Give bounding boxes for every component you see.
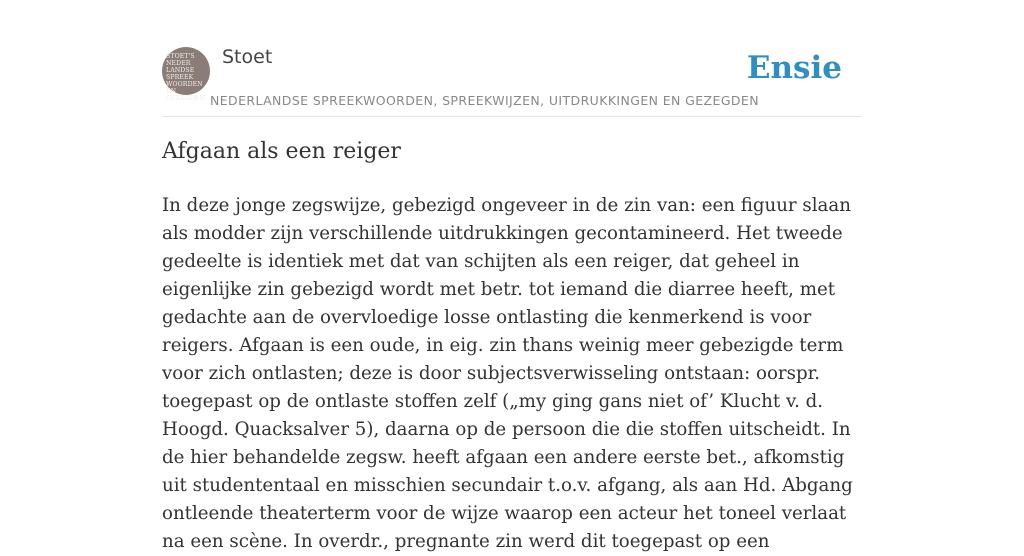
article-body: In deze jonge zegswijze, gebezigd ongeveer in de zin van: een figuur slaan als modder zijn verschillende uitdrukkingen gecontamineerd. Het tweede gedeelte is identiek met dat van schijten als een reiger, dat geheel in eigenlijke zin gebezigd wordt met betr. tot iemand die diarree heeft, met gedachte aan de overvloedige losse ontlasting die kenmerkend is voor reigers. Afgaan is een oude, in eig. zin thans weinig meer gebezigde term voor zich ontlasten; deze is door subjectsverwisseling ontstaan: oorspr. toegepast op de ontlaste stoffen zelf („my ging gans niet of’ Klucht v. d. Hoogd. Quacksalver 5), daarna op de persoon die die stoffen uitscheidt. In de hier behandelde zegsw. heeft afgaan een andere eerste bet., afkomstig uit studententaal en misschien secundair t.o.v. afgang, als aan Hd. Abgang ontleende theaterterm voor de wijze waarop een acteur het toneel verlaat na een scène. In overdr., pregnante zin werd dit toegepast op een [162, 195, 853, 552]
author-avatar[interactable] [162, 47, 210, 102]
site-header [162, 0, 862, 117]
collection-title[interactable]: NEDERLANDSE SPREEKWOORDEN, SPREEKWIJZEN, UITDRUKKINGEN EN GEZEGDEN [210, 93, 759, 108]
ensie-logo[interactable]: Ensie [746, 50, 842, 86]
article-title: Afgaan als een reiger [162, 139, 401, 164]
author-name[interactable]: Stoet [222, 46, 273, 68]
avatar-logo-text: STOET'S NEDER LANDSE SPREEK WOORDEN EN GEZEGDEN [166, 53, 205, 102]
